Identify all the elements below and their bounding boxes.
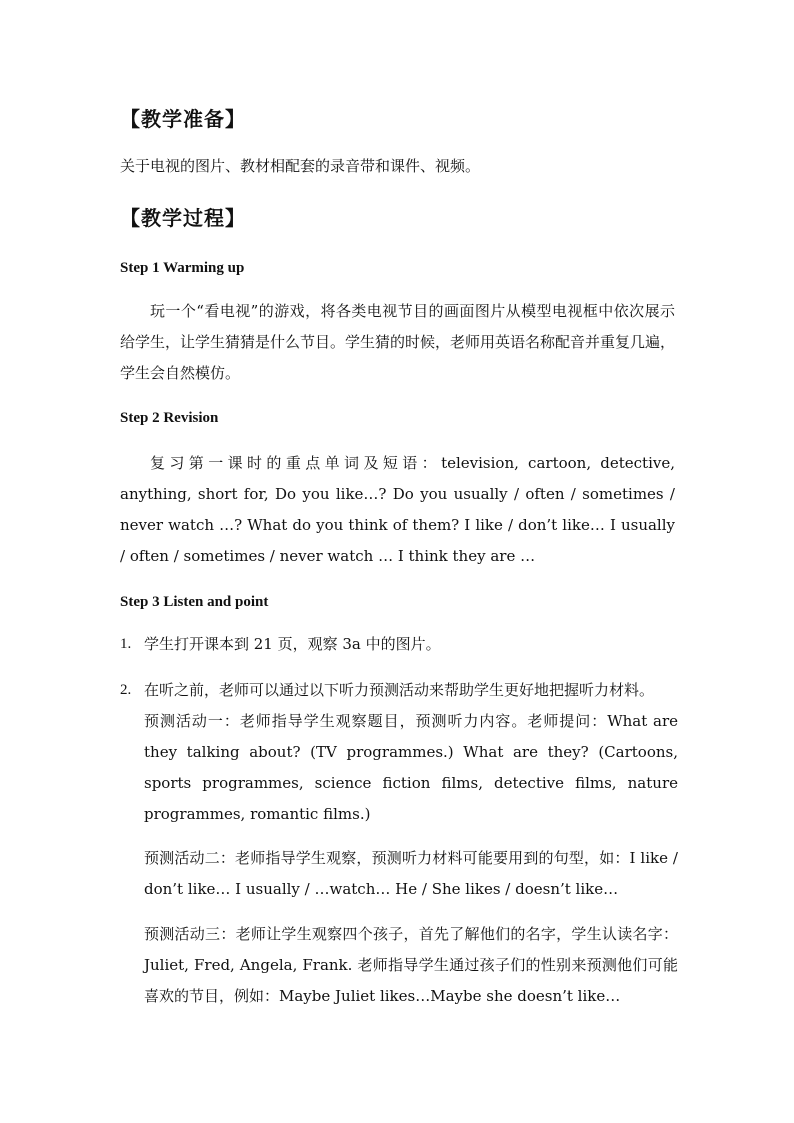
step2-body: 复习第一课时的重点单词及短语：television, cartoon, detective, anything, short for, Do you like…? Do you usually / often / sometimes / never watch …? What do you think of them? I like / don’t like… I usually / often / sometimes / never watch … I think they are … [120, 454, 675, 565]
list-item-2-intro: 在听之前，老师可以通过以下听力预测活动来帮助学生更好地把握听力材料。 [144, 681, 655, 699]
step2-title: Step 2 Revision [120, 410, 219, 426]
section-heading-prep: 【教学准备】 [120, 107, 246, 131]
prediction-activity-3: 预测活动三：老师让学生观察四个孩子，首先了解他们的名字，学生认读名字：Juliet, Fred, Angela, Frank. 老师指导学生通过孩子们的性别来预测他们可能喜欢的节目，例如：Maybe Juliet likes…Maybe she doesn’t like… [144, 925, 678, 1005]
prep-text: 关于电视的图片、教材相配套的录音带和课件、视频。 [120, 157, 481, 175]
list-number-1: 1. [120, 636, 132, 652]
prediction-activity-2: 预测活动二：老师指导学生观察，预测听力材料可能要用到的句型，如：I like / don’t like… I usually / …watch… He / She likes / doesn’t like… [144, 849, 678, 898]
list-item-1-text: 学生打开课本到 21 页，观察 3a 中的图片。 [144, 635, 441, 653]
step3-title: Step 3 Listen and point [120, 594, 269, 610]
step1-body: 玩一个“看电视”的游戏，将各类电视节目的画面图片从模型电视框中依次展示给学生，让学生猜猜是什么节目。学生猜的时候，老师用英语名称配音并重复几遍，学生会自然模仿。 [120, 302, 676, 382]
list-number-2: 2. [120, 682, 132, 698]
prediction-activity-1: 预测活动一：老师指导学生观察题目，预测听力内容。老师提问：What are they talking about? (TV programmes.) What are they? (Cartoons, sports programmes, science fiction films, detective films, nature programmes, romantic films.) [144, 712, 678, 823]
step1-title: Step 1 Warming up [120, 260, 245, 276]
section-heading-process: 【教学过程】 [120, 206, 246, 230]
